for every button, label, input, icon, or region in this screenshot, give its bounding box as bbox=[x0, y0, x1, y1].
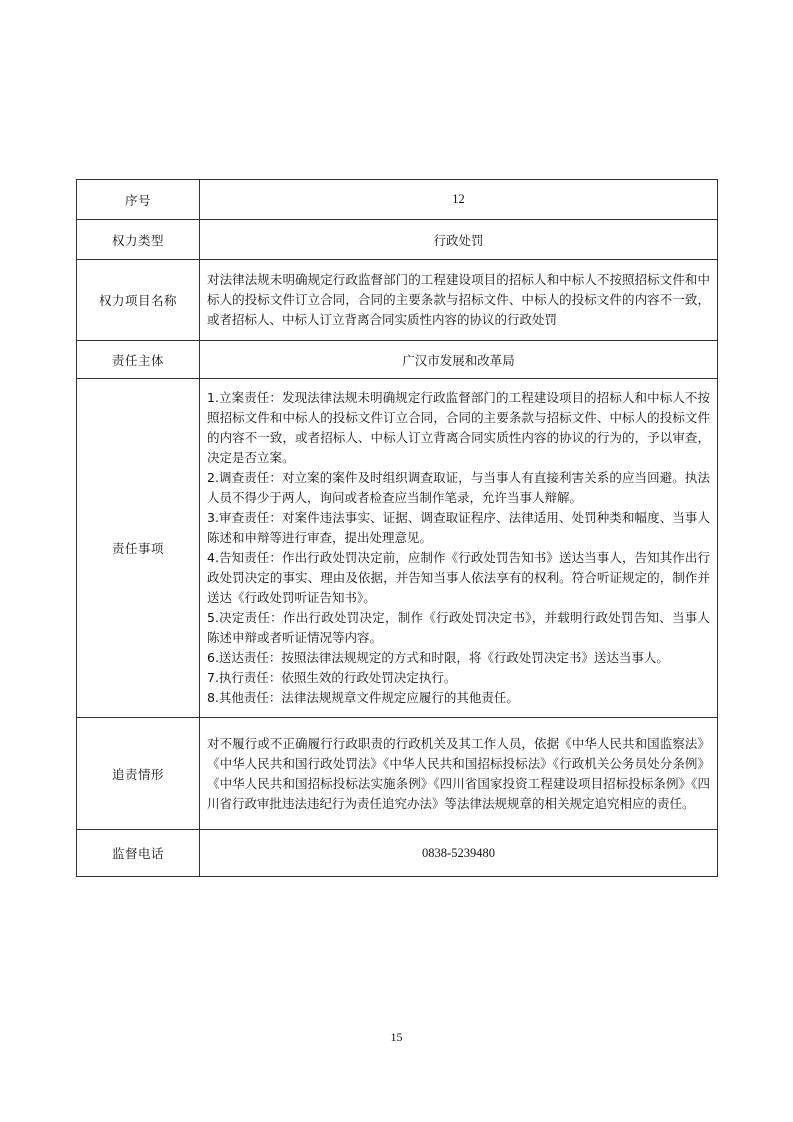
duty-item: 2.调查责任：对立案的案件及时组织调查取证，与当事人有直接利害关系的应当回避。执法人员不得少于两人，询问或者检查应当制作笔录，允许当事人辩解。 bbox=[207, 470, 710, 505]
power-item-table bbox=[76, 179, 718, 877]
duty-item: 3.审查责任：对案件违法事实、证据、调查取证程序、法律适用、处罚种类和幅度、当事人陈述和申辩等进行审查，提出处理意见。 bbox=[207, 510, 710, 545]
duty-item: 7.执行责任：依照生效的行政处罚决定执行。 bbox=[207, 670, 457, 685]
table-row bbox=[77, 830, 718, 877]
duty-item: 1.立案责任：发现法律法规未明确规定行政监督部门的工程建设项目的招标人和中标人不按照招标文件和中标人的投标文件订立合同，合同的主要条款与招标文件、中标人的投标文件的内容不一致，或者招标人、中标人订立背离合同实质性内容的协议的行为的，予以审查，决定是否立案。 bbox=[207, 390, 710, 465]
responsible-body-value: 广汉市发展和改革局 bbox=[200, 341, 718, 379]
phone-label: 监督电话 bbox=[77, 830, 200, 877]
phone-value: 0838-5239480 bbox=[200, 830, 718, 877]
power-type-label: 权力类型 bbox=[77, 220, 200, 260]
table-row bbox=[77, 379, 718, 718]
page-number: 15 bbox=[390, 1030, 403, 1044]
duties-label: 责任事项 bbox=[77, 379, 200, 718]
table-row bbox=[77, 718, 718, 830]
duty-item: 8.其他责任：法律法规规章文件规定应履行的其他责任。 bbox=[207, 690, 519, 705]
table-row bbox=[77, 220, 718, 260]
duty-item: 6.送达责任：按照法律法规规定的方式和时限，将《行政处罚决定书》送达当事人。 bbox=[207, 650, 669, 665]
item-name-label: 权力项目名称 bbox=[77, 260, 200, 341]
accountability-value: 对不履行或不正确履行行政职责的行政机关及其工作人员，依据《中华人民共和国监察法》《中华人民共和国行政处罚法》《中华人民共和国招标投标法》《行政机关公务员处分条例》《中华人民共和国招标投标法实施条例》《四川省国家投资工程建设项目招标投标条例》《四川省行政审批违法违纪行为责任追究办法》等法律法规规章的相关规定追究相应的责任。 bbox=[207, 735, 710, 811]
table-row bbox=[77, 180, 718, 220]
item-name-value: 对法律法规未明确规定行政监督部门的工程建设项目的招标人和中标人不按照招标文件和中标人的投标文件订立合同，合同的主要条款与招标文件、中标人的投标文件的内容不一致，或者招标人、中标人订立背离合同实质性内容的协议的行政处罚 bbox=[207, 272, 710, 327]
table-row bbox=[77, 341, 718, 379]
serial-value: 12 bbox=[200, 180, 718, 220]
table-row bbox=[77, 260, 718, 341]
duty-item: 5.决定责任：作出行政处罚决定，制作《行政处罚决定书》，并载明行政处罚告知、当事人陈述申辩或者听证情况等内容。 bbox=[207, 610, 710, 645]
accountability-cell bbox=[200, 718, 718, 830]
duties-list bbox=[200, 385, 717, 711]
duties-cell bbox=[200, 379, 718, 718]
responsible-body-label: 责任主体 bbox=[77, 341, 200, 379]
item-name-cell bbox=[200, 260, 718, 341]
serial-label: 序号 bbox=[77, 180, 200, 220]
duty-item: 4.告知责任：作出行政处罚决定前，应制作《行政处罚告知书》送达当事人，告知其作出行政处罚决定的事实、理由及依据，并告知当事人依法享有的权利。符合听证规定的，制作并送达《行政处罚听证告知书》。 bbox=[207, 550, 710, 605]
accountability-label: 追责情形 bbox=[77, 718, 200, 830]
power-type-value: 行政处罚 bbox=[200, 220, 718, 260]
